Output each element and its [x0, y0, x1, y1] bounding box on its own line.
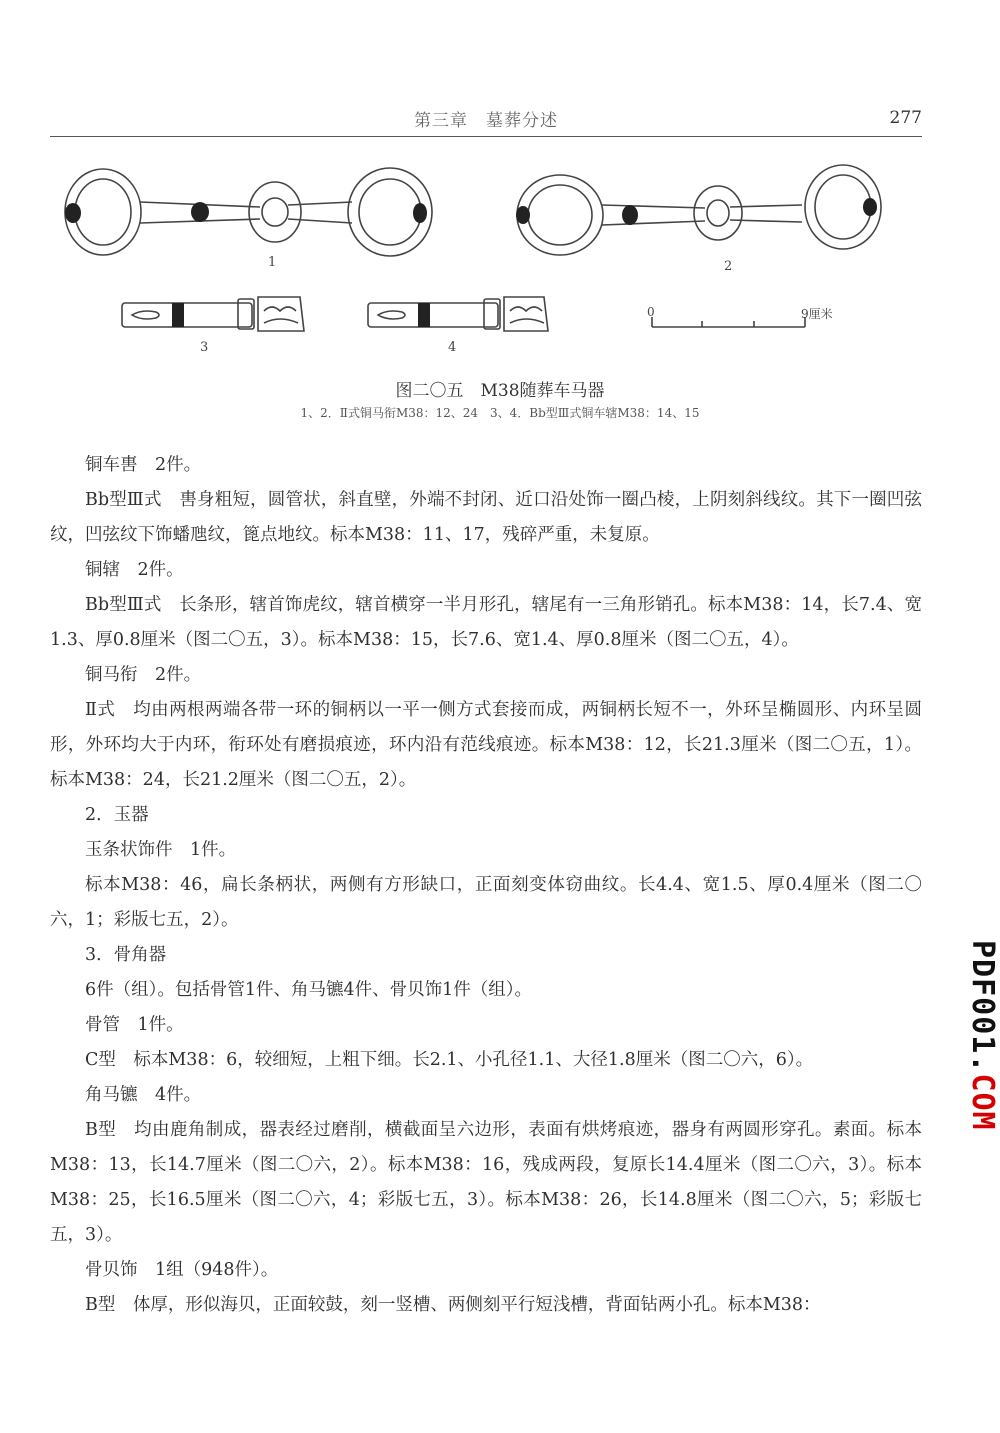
- figure-label-3: 3: [200, 340, 209, 355]
- paragraph: 6件（组）。包括骨管1件、角马镳4件、骨贝饰1件（组）。: [85, 980, 533, 1000]
- chapter-title: 第三章 墓葬分述: [414, 111, 558, 131]
- figure-subcaption: 1、2．Ⅱ式铜马衔M38：12、24 3、4．Bb型Ⅲ式铜车辖M38：14、15: [300, 406, 700, 420]
- scale-end-label: 9厘米: [801, 307, 833, 321]
- paragraph: 铜车軎 2件。: [85, 455, 202, 475]
- figure-205: [50, 155, 930, 375]
- section-heading: 3．骨角器: [85, 945, 167, 965]
- paragraph: B型 均由鹿角制成，器表经过磨削，横截面呈六边形，表面有烘烤痕迹，器身有两圆形穿孔。素面。标本M38：13，长14.7厘米（图二〇六，2）。标本M38：16，残成两段，复原长14.4厘米（图二〇六，3）。标本M38：25，长16.5厘米（图二〇六，4；彩版七五，3）。标本M38：26，长14.8厘米（图二〇六，5；彩版七五，3）。: [50, 1120, 922, 1245]
- paragraph: B型 体厚，形似海贝，正面较鼓，刻一竖槽、两侧刻平行短浅槽，背面钻两小孔。标本M38：: [85, 1295, 821, 1315]
- horse-bit-1-drawing: [65, 168, 432, 256]
- body-text: [50, 448, 922, 1323]
- watermark-main: PDF001.: [965, 940, 1000, 1074]
- paragraph: Bb型Ⅲ式 軎身粗短，圆管状，斜直壁，外端不封闭、近口沿处饰一圈凸棱，上阴刻斜线纹。其下一圈凹弦纹，凹弦纹下饰蟠虺纹，篦点地纹。标本M38：11、17，残碎严重，未复原。: [50, 490, 922, 545]
- paragraph: 铜马衔 2件。: [85, 665, 202, 685]
- paragraph: Ⅱ式 均由两根两端各带一环的铜柄以一平一侧方式套接而成，两铜柄长短不一，外环呈椭圆形、内环呈圆形，外环均大于内环，衔环处有磨损痕迹，环内沿有范线痕迹。标本M38：12，长21.3厘米（图二〇五，1）。标本M38：24，长21.2厘米（图二〇五，2）。: [50, 700, 922, 790]
- watermark-suffix: COM: [965, 1073, 1000, 1131]
- figure-label-1: 1: [268, 255, 277, 270]
- paragraph: 玉条状饰件 1件。: [85, 840, 237, 860]
- page-number: 277: [889, 108, 922, 128]
- paragraph: 铜辖 2件。: [85, 560, 184, 580]
- figure-label-2: 2: [724, 259, 733, 274]
- figure-label-4: 4: [448, 340, 457, 355]
- paragraph: 角马镳 4件。: [85, 1085, 202, 1105]
- page-header: [50, 100, 922, 137]
- scale-bar-line: [652, 317, 805, 327]
- paragraph: 骨管 1件。: [85, 1015, 184, 1035]
- section-heading: 2．玉器: [85, 805, 149, 825]
- linchpin-4-drawing: [368, 297, 548, 331]
- linchpin-3-drawing: [122, 297, 304, 331]
- figure-drawing: [50, 155, 930, 375]
- horse-bit-2-drawing: [517, 165, 881, 255]
- figure-caption: 图二〇五 M38随葬车马器: [395, 381, 605, 401]
- scale-start-label: 0: [647, 305, 655, 319]
- paragraph: C型 标本M38：6，较细短，上粗下细。长2.1、小孔径1.1、大径1.8厘米（图二〇六，6）。: [85, 1050, 814, 1070]
- paragraph: Bb型Ⅲ式 长条形，辖首饰虎纹，辖首横穿一半月形孔，辖尾有一三角形销孔。标本M38：14，长7.4、宽1.3、厚0.8厘米（图二〇五，3）。标本M38：15，长7.6、宽1.4、厚0.8厘米（图二〇五，4）。: [50, 595, 922, 650]
- paragraph: 骨贝饰 1组（948件）。: [85, 1260, 279, 1280]
- paragraph: 标本M38：46，扁长条柄状，两侧有方形缺口，正面刻变体窃曲纹。长4.4、宽1.5、厚0.4厘米（图二〇六，1；彩版七五，2）。: [50, 875, 922, 930]
- watermark: [960, 940, 1000, 1130]
